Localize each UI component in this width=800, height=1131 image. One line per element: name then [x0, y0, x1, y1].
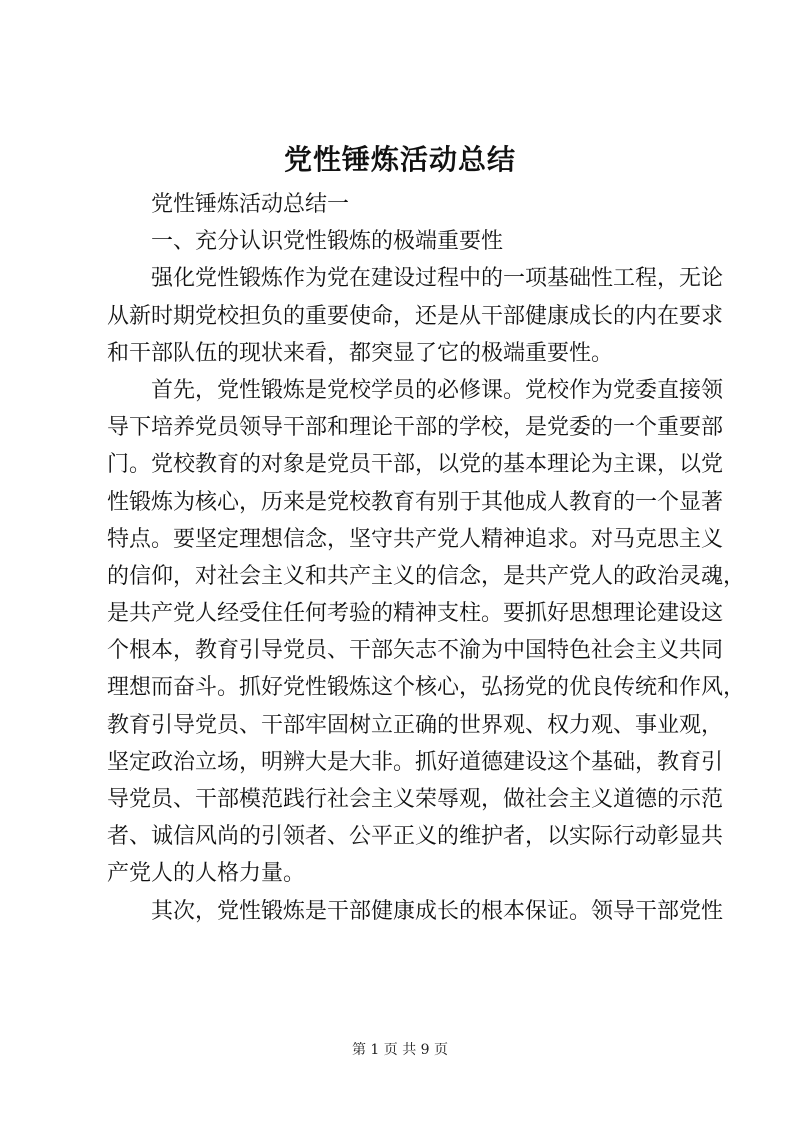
paragraph-line: 特点。要坚定理想信念，坚守共产党人精神追求。对马克思主义: [107, 526, 724, 552]
paragraph-line: 产党人的人格力量。: [107, 861, 306, 887]
paragraph-line: 是共产党人经受住任何考验的精神支柱。要抓好思想理论建设这: [107, 601, 724, 627]
paragraph-line: 导下培养党员领导干部和理论干部的学校，是党委的一个重要部: [107, 415, 724, 441]
paragraph-line: 理想而奋斗。抓好党性锻炼这个核心，弘扬党的优良传统和作风，: [107, 675, 746, 701]
paragraph-line: 其次，党性锻炼是干部健康成长的根本保证。领导干部党性: [151, 898, 724, 924]
paragraph-line: 教育引导党员、干部牢固树立正确的世界观、权力观、事业观，: [107, 712, 724, 738]
paragraph-line: 的信仰，对社会主义和共产主义的信念，是共产党人的政治灵魂，: [107, 563, 746, 589]
document-title: 党性锤炼活动总结: [283, 143, 516, 176]
paragraph-line: 和干部队伍的现状来看，都突显了它的极端重要性。: [107, 340, 614, 366]
paragraph-line: 首先，党性锻炼是党校学员的必修课。党校作为党委直接领: [151, 377, 724, 403]
paragraph-line: 者、诚信风尚的引领者、公平正义的维护者，以实际行动彰显共: [107, 824, 724, 850]
section-heading: 党性锤炼活动总结一: [151, 192, 350, 217]
paragraph-line: 从新时期党校担负的重要使命，还是从干部健康成长的内在要求: [107, 303, 724, 329]
paragraph-line: 门。党校教育的对象是党员干部，以党的基本理论为主课，以党: [107, 452, 724, 478]
paragraph-line: 导党员、干部模范践行社会主义荣辱观，做社会主义道德的示范: [107, 787, 724, 812]
paragraph-line: 性锻炼为核心，历来是党校教育有别于其他成人教育的一个显著: [107, 489, 724, 515]
subsection-heading: 一、充分认识党性锻炼的极端重要性: [151, 229, 504, 255]
document-body: [107, 186, 746, 930]
paragraph-line: 坚定政治立场，明辨大是大非。抓好道德建设这个基础，教育引: [107, 749, 724, 775]
page-footer: 第 1 页 共 9 页: [351, 1042, 449, 1058]
paragraph-line: 强化党性锻炼作为党在建设过程中的一项基础性工程，无论: [151, 266, 724, 292]
paragraph-line: 个根本，教育引导党员、干部矢志不渝为中国特色社会主义共同: [107, 638, 724, 664]
